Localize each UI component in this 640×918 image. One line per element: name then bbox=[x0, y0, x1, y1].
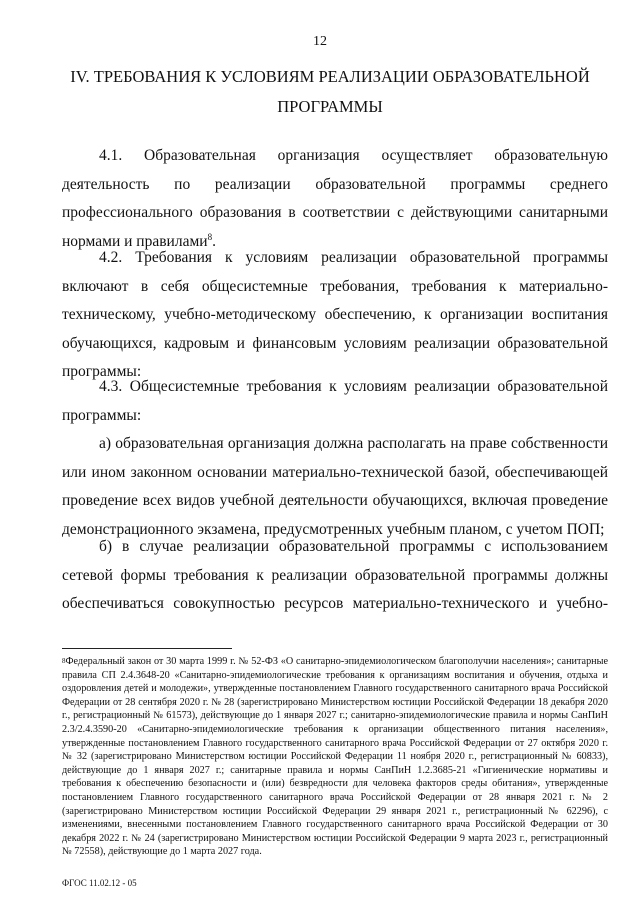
paragraph-a-text: а) образовательная организация должна располагать на праве собственности или ином законном основании материально-технической базой, обеспечивающей проведение всех видов учебной деятельности обучающихся, включая проведение демонстрационного экзамена, предусмотренных учебным планом, с учетом ПОП; bbox=[62, 435, 608, 538]
footer-code: ФГОС 11.02.12 - 05 bbox=[62, 878, 137, 888]
paragraph-4-2 bbox=[62, 244, 608, 387]
paragraph-4-1-text: 4.1. Образовательная организация осуществляет образовательную деятельность по реализации образовательной программы среднего профессионального образования в соответствии с действующими санитарными нормами и правилами bbox=[62, 147, 608, 250]
footnote-text: Федеральный закон от 30 марта 1999 г. № 52-ФЗ «О санитарно-эпидемиологическом благополучии населения»; санитарные правила СП 2.4.3648-20 «Санитарно-эпидемиологические требования к организациям воспитания и обучения, отдыха и оздоровления детей и молодежи», утвержденные постановлением Главного государственного санитарного врача Российской Федерации от 28 сентября 2020 г. № 28 (зарегистрировано Министерством юстиции Российской Федерации 18 декабря 2020 г., регистрационный № 61573), действующие до 1 января 2027 г.; санитарно-эпидемиологические правила и нормы СанПиН 2.3/2.4.3590-20 «Санитарно-эпидемиологические требования к организации общественного питания населения», утвержденные постановлением Главного государственного санитарного врача Российской Федерации от 27 октября 2020 г. № 32 (зарегистрировано Министерством юстиции Российской Федерации 11 ноября 2020 г., регистрационный № 60833), действующие до 1 января 2027 г.; санитарные правила и нормы СанПиН 1.2.3685-21 «Гигиенические нормативы и требования к обеспечению безопасности и (или) безвредности для человека факторов среды обитания», утвержденные постановлением Главного государственного санитарного врача Российской Федерации от 28 января 2021 г. № 2 (зарегистрировано Министерством юстиции Российской Федерации 29 января 2021 г., регистрационный № 62296), с изменениями, внесенными постановлением Главного государственного санитарного врача Российской Федерации от 30 декабря 2022 г. № 24 (зарегистрировано Министерством юстиции Российской Федерации 9 марта 2023 г., регистрационный № 72558), действующие до 1 марта 2027 года. bbox=[62, 656, 608, 858]
section-heading: IV. ТРЕБОВАНИЯ К УСЛОВИЯМ РЕАЛИЗАЦИИ ОБРАЗОВАТЕЛЬНОЙ ПРОГРАММЫ bbox=[70, 67, 590, 116]
paragraph-4-3-text: 4.3. Общесистемные требования к условиям реализации образовательной программы: bbox=[62, 378, 608, 424]
page-number: 12 bbox=[313, 34, 327, 49]
footnote-mark: 8 bbox=[62, 657, 66, 665]
paragraph-4-1 bbox=[62, 142, 608, 256]
paragraph-a bbox=[62, 430, 608, 544]
footnote-divider bbox=[62, 648, 232, 649]
paragraph-4-2-text: 4.2. Требования к условиям реализации образовательной программы включают в себя общесистемные требования, требования к материально-техническому, учебно-методическому обеспечению, к организации воспитания обучающихся, кадровым и финансовым условиям реализации образовательной программы: bbox=[62, 249, 608, 381]
paragraph-b-text: б) в случае реализации образовательной программы с использованием сетевой формы требования к реализации образовательной программы должны обеспечиваться совокупностью ресурсов материально-технического и учебно- bbox=[62, 538, 608, 613]
paragraph-4-3 bbox=[62, 373, 608, 430]
footnote-reference[interactable]: 8 bbox=[207, 231, 213, 242]
paragraph-4-1-end: . bbox=[212, 232, 216, 250]
paragraph-b bbox=[62, 533, 608, 619]
footnote bbox=[62, 655, 608, 859]
